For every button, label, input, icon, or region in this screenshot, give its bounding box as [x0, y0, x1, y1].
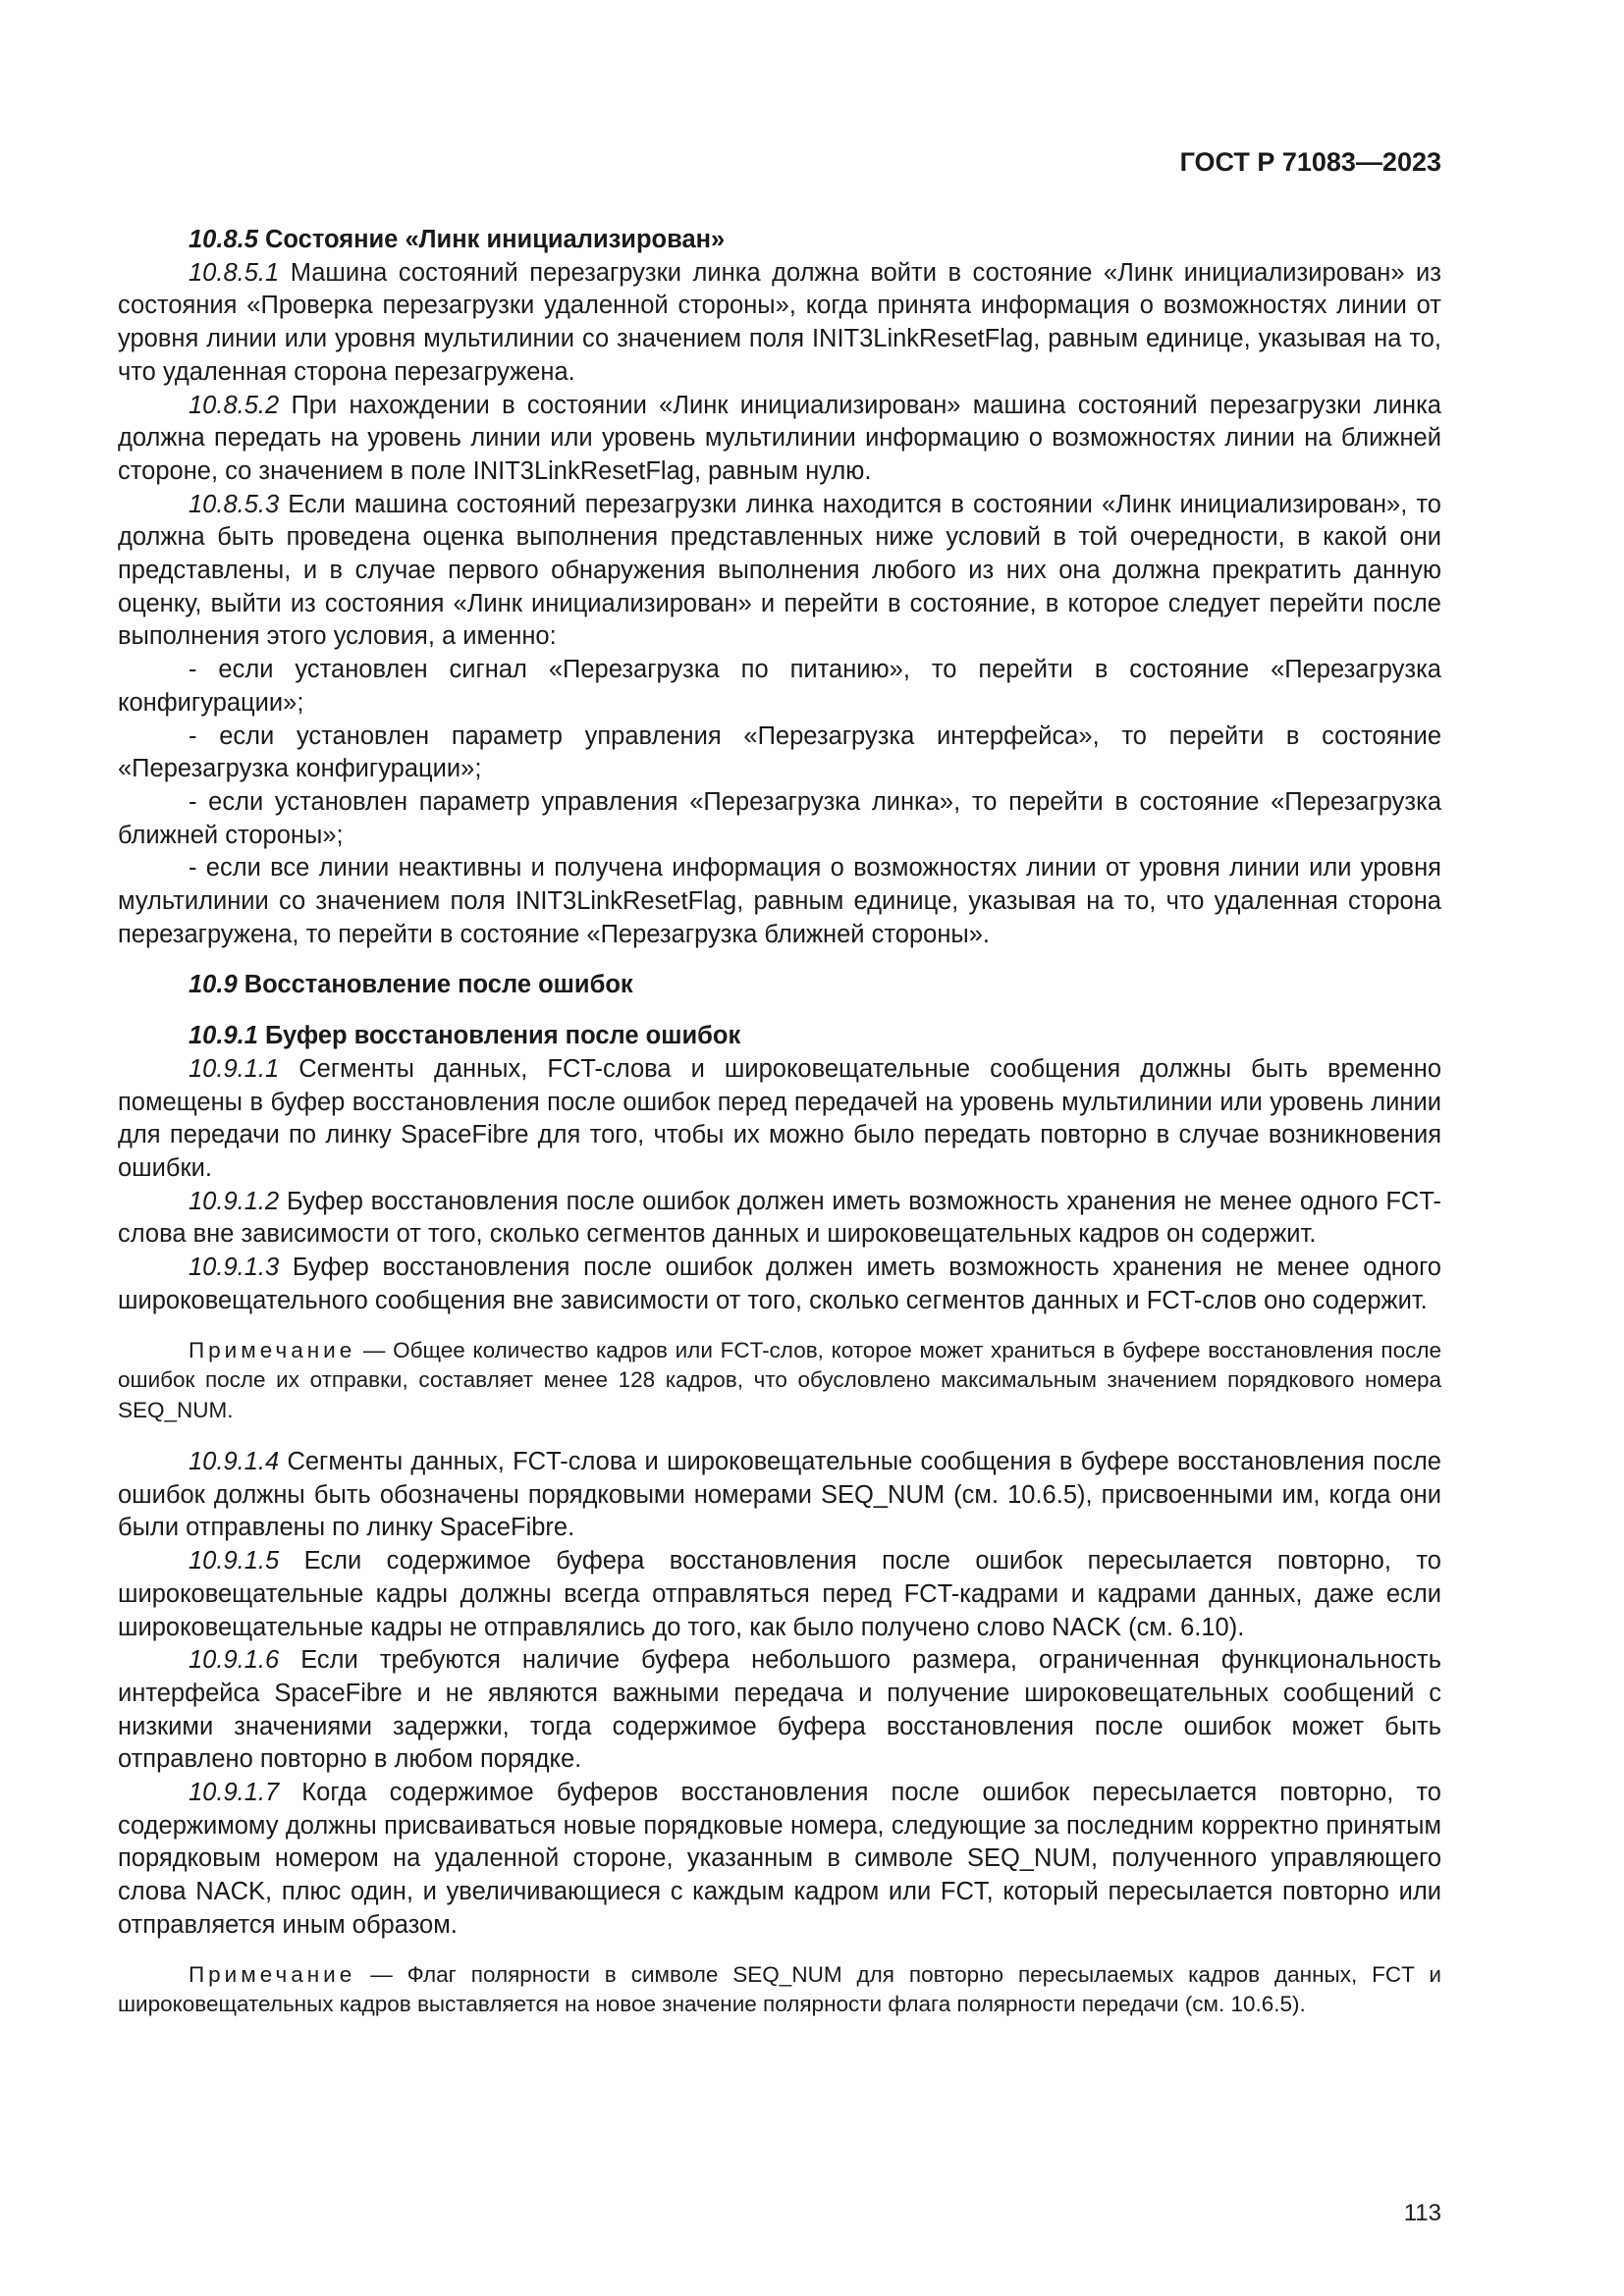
paragraph-text: Сегменты данных, FCT-слова и широковещательные сообщения должны быть временно помещены в буфер восстановления после ошибок перед передачей на уровень мультилинии или уровень линии для передачи по линку SpaceFibre для того, чтобы их можно было передать повторно в случае возникновения ошибки.: [118, 1054, 1441, 1182]
paragraph-text: Буфер восстановления после ошибок должен иметь возможность хранения не менее одного FCT-слова вне зависимости от того, сколько сегментов данных и широковещательных кадров он содержит.: [118, 1187, 1441, 1249]
clause-number: 10.9.1: [189, 1022, 258, 1050]
document-body: [118, 224, 1441, 2020]
clause-number: 10.9.1.2: [189, 1187, 280, 1215]
note-paragraph: [118, 1960, 1441, 2020]
list-item: [118, 721, 1441, 786]
clause-number: 10.8.5.3: [189, 490, 280, 518]
paragraph-text: - если установлен параметр управления «Перезагрузка интерфейса», то перейти в состояние «Перезагрузка конфигурации»;: [118, 721, 1441, 783]
paragraph-text: Восстановление после ошибок: [244, 971, 633, 999]
paragraph-text: Буфер восстановления после ошибок: [265, 1022, 741, 1050]
paragraph-text: - если все линии неактивны и получена информация о возможностях линии от уровня линии или уровня мультилинии со значением поля INIT3LinkResetFlag, равным единице, указывая на то, что удаленная сторона перезагружена, то перейти в состояние «Перезагрузка ближней стороны».: [118, 854, 1441, 948]
numbered-paragraph: [118, 1186, 1441, 1252]
note-label: Примечание: [189, 1961, 356, 1987]
clause-number: 10.9.1.4: [189, 1448, 280, 1475]
paragraph-text: — Общее количество кадров или FCT-слов, которое может храниться в буфере восстановления после ошибок после их отправки, составляет менее 128 кадров, что обусловлено максимальным значением порядкового номера SEQ_NUM.: [118, 1337, 1441, 1422]
numbered-paragraph: [118, 257, 1441, 390]
document-header: ГОСТ Р 71083—2023: [1179, 147, 1441, 177]
paragraph-text: Если машина состояний перезагрузки линка находится в состоянии «Линк инициализирован», то должна быть проведена оценка выполнения представленных ниже условий в той очередности, в какой они представлены, и в случае первого обнаружения выполнения любого из них она должна прекратить данную оценку, выйти из состояния «Линк инициализирован» и перейти в состояние, в которое следует перейти после выполнения этого условия, а именно:: [118, 490, 1441, 651]
paragraph-text: Когда содержимое буферов восстановления после ошибок пересылается повторно, то содержимому должны присваиваться новые порядковые номера, следующие за последним корректно принятым порядковым номером на удаленной стороне, указанным в символе SEQ_NUM, полученного управляющего слова NACK, плюс один, и увеличивающиеся с каждым кадром или FCT, который пересылается повторно или отправляется иным образом.: [118, 1779, 1441, 1939]
paragraph-text: — Флаг полярности в символе SEQ_NUM для повторно пересылаемых кадров данных, FCT и широковещательных кадров выставляется на новое значение полярности флага полярности передачи (см. 10.6.5).: [118, 1961, 1441, 2017]
paragraph-text: Сегменты данных, FCT-слова и широковещательные сообщения в буфере восстановления после ошибок должны быть обозначены порядковыми номерами SEQ_NUM (см. 10.6.5), присвоенными им, когда они были отправлены по линку SpaceFibre.: [118, 1448, 1441, 1542]
section-heading: [118, 224, 1441, 257]
paragraph-text: Если содержимое буфера восстановления после ошибок пересылается повторно, то широковещательные кадры должны всегда отправляться перед FCT-кадрами и кадрами данных, даже если широковещательные кадры не отправлялись до того, как было получено слово NACK (см. 6.10).: [118, 1547, 1441, 1641]
page-number: 113: [1403, 2200, 1441, 2226]
clause-number: 10.9.1.3: [189, 1254, 280, 1282]
clause-number: 10.9.1.7: [189, 1779, 280, 1807]
clause-number: 10.9.1.5: [189, 1547, 280, 1575]
note-paragraph: [118, 1336, 1441, 1426]
clause-number: 10.9.1.1: [189, 1054, 280, 1083]
numbered-paragraph: [118, 1644, 1441, 1777]
clause-number: 10.8.5.1: [189, 258, 280, 287]
clause-number: 10.9.1.6: [189, 1646, 280, 1675]
clause-number: 10.8.5.2: [189, 391, 280, 419]
clause-number: 10.9: [189, 971, 238, 999]
paragraph-text: Машина состояний перезагрузки линка должна войти в состояние «Линк инициализирован» из состояния «Проверка перезагрузки удаленной стороны», когда принята информация о возможностях линии от уровня линии или уровня мультилинии со значением поля INIT3LinkResetFlag, равным единице, указывая на то, что удаленная сторона перезагружена.: [118, 258, 1441, 386]
paragraph-text: - если установлен параметр управления «Перезагрузка линка», то перейти в состояние «Перезагрузка ближней стороны»;: [118, 787, 1441, 849]
numbered-paragraph: [118, 1252, 1441, 1317]
clause-number: 10.8.5: [189, 226, 258, 253]
numbered-paragraph: [118, 1545, 1441, 1644]
paragraph-text: Состояние «Линк инициализирован»: [265, 226, 726, 253]
section-heading: [118, 969, 1441, 1002]
numbered-paragraph: [118, 489, 1441, 655]
numbered-paragraph: [118, 1777, 1441, 1943]
list-item: [118, 786, 1441, 852]
note-label: Примечание: [189, 1337, 356, 1362]
numbered-paragraph: [118, 1446, 1441, 1545]
paragraph-text: Если требуются наличие буфера небольшого размера, ограниченная функциональность интерфейса SpaceFibre и не являются важными передача и получение широковещательных сообщений с низкими значениями задержки, тогда содержимое буфера восстановления после ошибок может быть отправлено повторно в любом порядке.: [118, 1646, 1441, 1774]
paragraph-text: При нахождении в состоянии «Линк инициализирован» машина состояний перезагрузки линка должна передать на уровень линии или уровень мультилинии информацию о возможностях линии на ближней стороне, со значением в поле INIT3LinkResetFlag, равным нулю.: [118, 391, 1441, 485]
section-heading: [118, 1020, 1441, 1053]
list-item: [118, 852, 1441, 951]
paragraph-text: - если установлен сигнал «Перезагрузка по питанию», то перейти в состояние «Перезагрузка конфигурации»;: [118, 656, 1441, 717]
list-item: [118, 654, 1441, 720]
numbered-paragraph: [118, 390, 1441, 489]
paragraph-text: Буфер восстановления после ошибок должен иметь возможность хранения не менее одного широковещательного сообщения вне зависимости от того, сколько сегментов данных и FCT-слов оно содержит.: [118, 1254, 1441, 1314]
numbered-paragraph: [118, 1053, 1441, 1186]
